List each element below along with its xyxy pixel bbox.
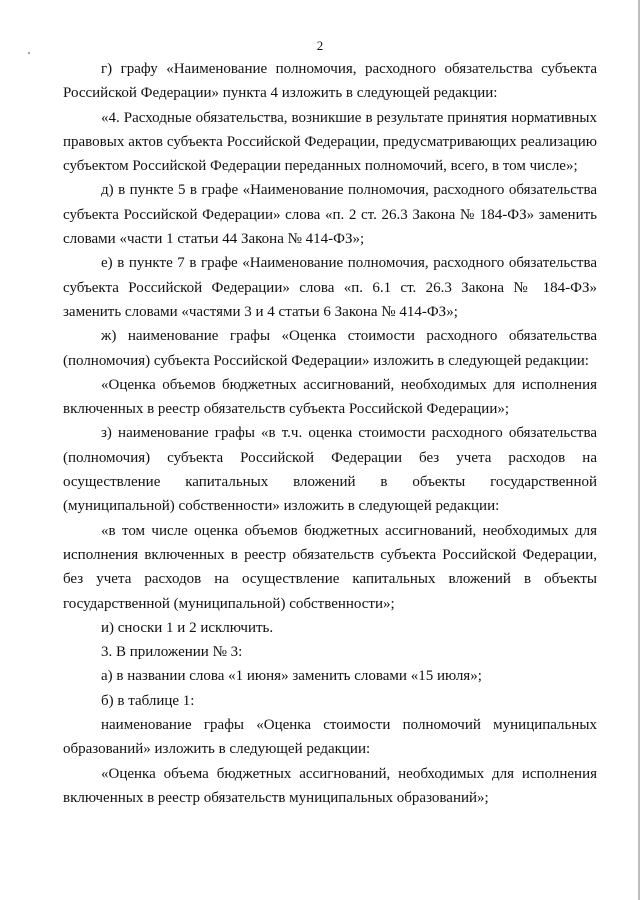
paragraph-a: а) в названии слова «1 июня» заменить словами «15 июля»; — [101, 668, 482, 685]
paragraph-i: и) сноски 1 и 2 исключить. — [101, 619, 274, 636]
paragraph-column-name: наименование графы «Оценка стоимости полномочий муниципальных образований» изложить в следующей редакции: — [63, 717, 597, 758]
paragraph-g: г) графу «Наименование полномочия, расходного обязательства субъекта Российской Федерации» пункта 4 изложить в следующей редакции: — [63, 61, 597, 102]
paragraph-quote-including: «в том числе оценка объемов бюджетных ассигнований, необходимых для исполнения включенных в реестр обязательств субъекта Российской Федерации, без учета расходов на осуществление капитальных вложений в объекты государственной (муниципальной) собственности»; — [63, 522, 597, 612]
paragraph-quote-4: «4. Расходные обязательства, возникшие в результате принятия нормативных правовых актов субъекта Российской Федерации, предусматривающих реализацию субъектом Российской Федерации переданных полномочий, всего, в том числе»; — [63, 109, 597, 175]
paragraph-d: д) в пункте 5 в графе «Наименование полномочия, расходного обязательства субъекта Российской Федерации» слова «п. 2 ст. 26.3 Закона № 184-ФЗ» заменить словами «части 1 статьи 44 Закона № 414-ФЗ»; — [63, 182, 597, 248]
document-body — [63, 57, 597, 810]
paragraph-appendix-3: 3. В приложении № 3: — [101, 644, 243, 661]
paragraph-e: е) в пункте 7 в графе «Наименование полномочия, расходного обязательства субъекта Российской Федерации» слова «п. 6.1 ст. 26.3 Закона № 184-ФЗ» заменить словами «частями 3 и 4 статьи 6 Закона № 414-ФЗ»; — [63, 255, 597, 320]
paragraph-quote-assessment: «Оценка объемов бюджетных ассигнований, необходимых для исполнения включенных в реестр обязательств субъекта Российской Федерации»; — [63, 376, 597, 418]
paragraph-quote-municipal: «Оценка объема бюджетных ассигнований, необходимых для исполнения включенных в реестр обязательств муниципальных образований»; — [63, 765, 597, 806]
paragraph-zh: ж) наименование графы «Оценка стоимости расходного обязательства (полномочия) субъекта Российской Федерации» изложить в следующей редакции: — [63, 328, 597, 369]
paragraph-z: з) наименование графы «в т.ч. оценка стоимости расходного обязательства (полномочия) субъекта Российской Федерации без учета расходов на осуществление капитальных вложений в объекты государственной (муниципальной) собственности» изложить в следующей редакции: — [63, 425, 597, 515]
paragraph-b: б) в таблице 1: — [101, 692, 195, 709]
page-number: 2 — [316, 38, 324, 53]
